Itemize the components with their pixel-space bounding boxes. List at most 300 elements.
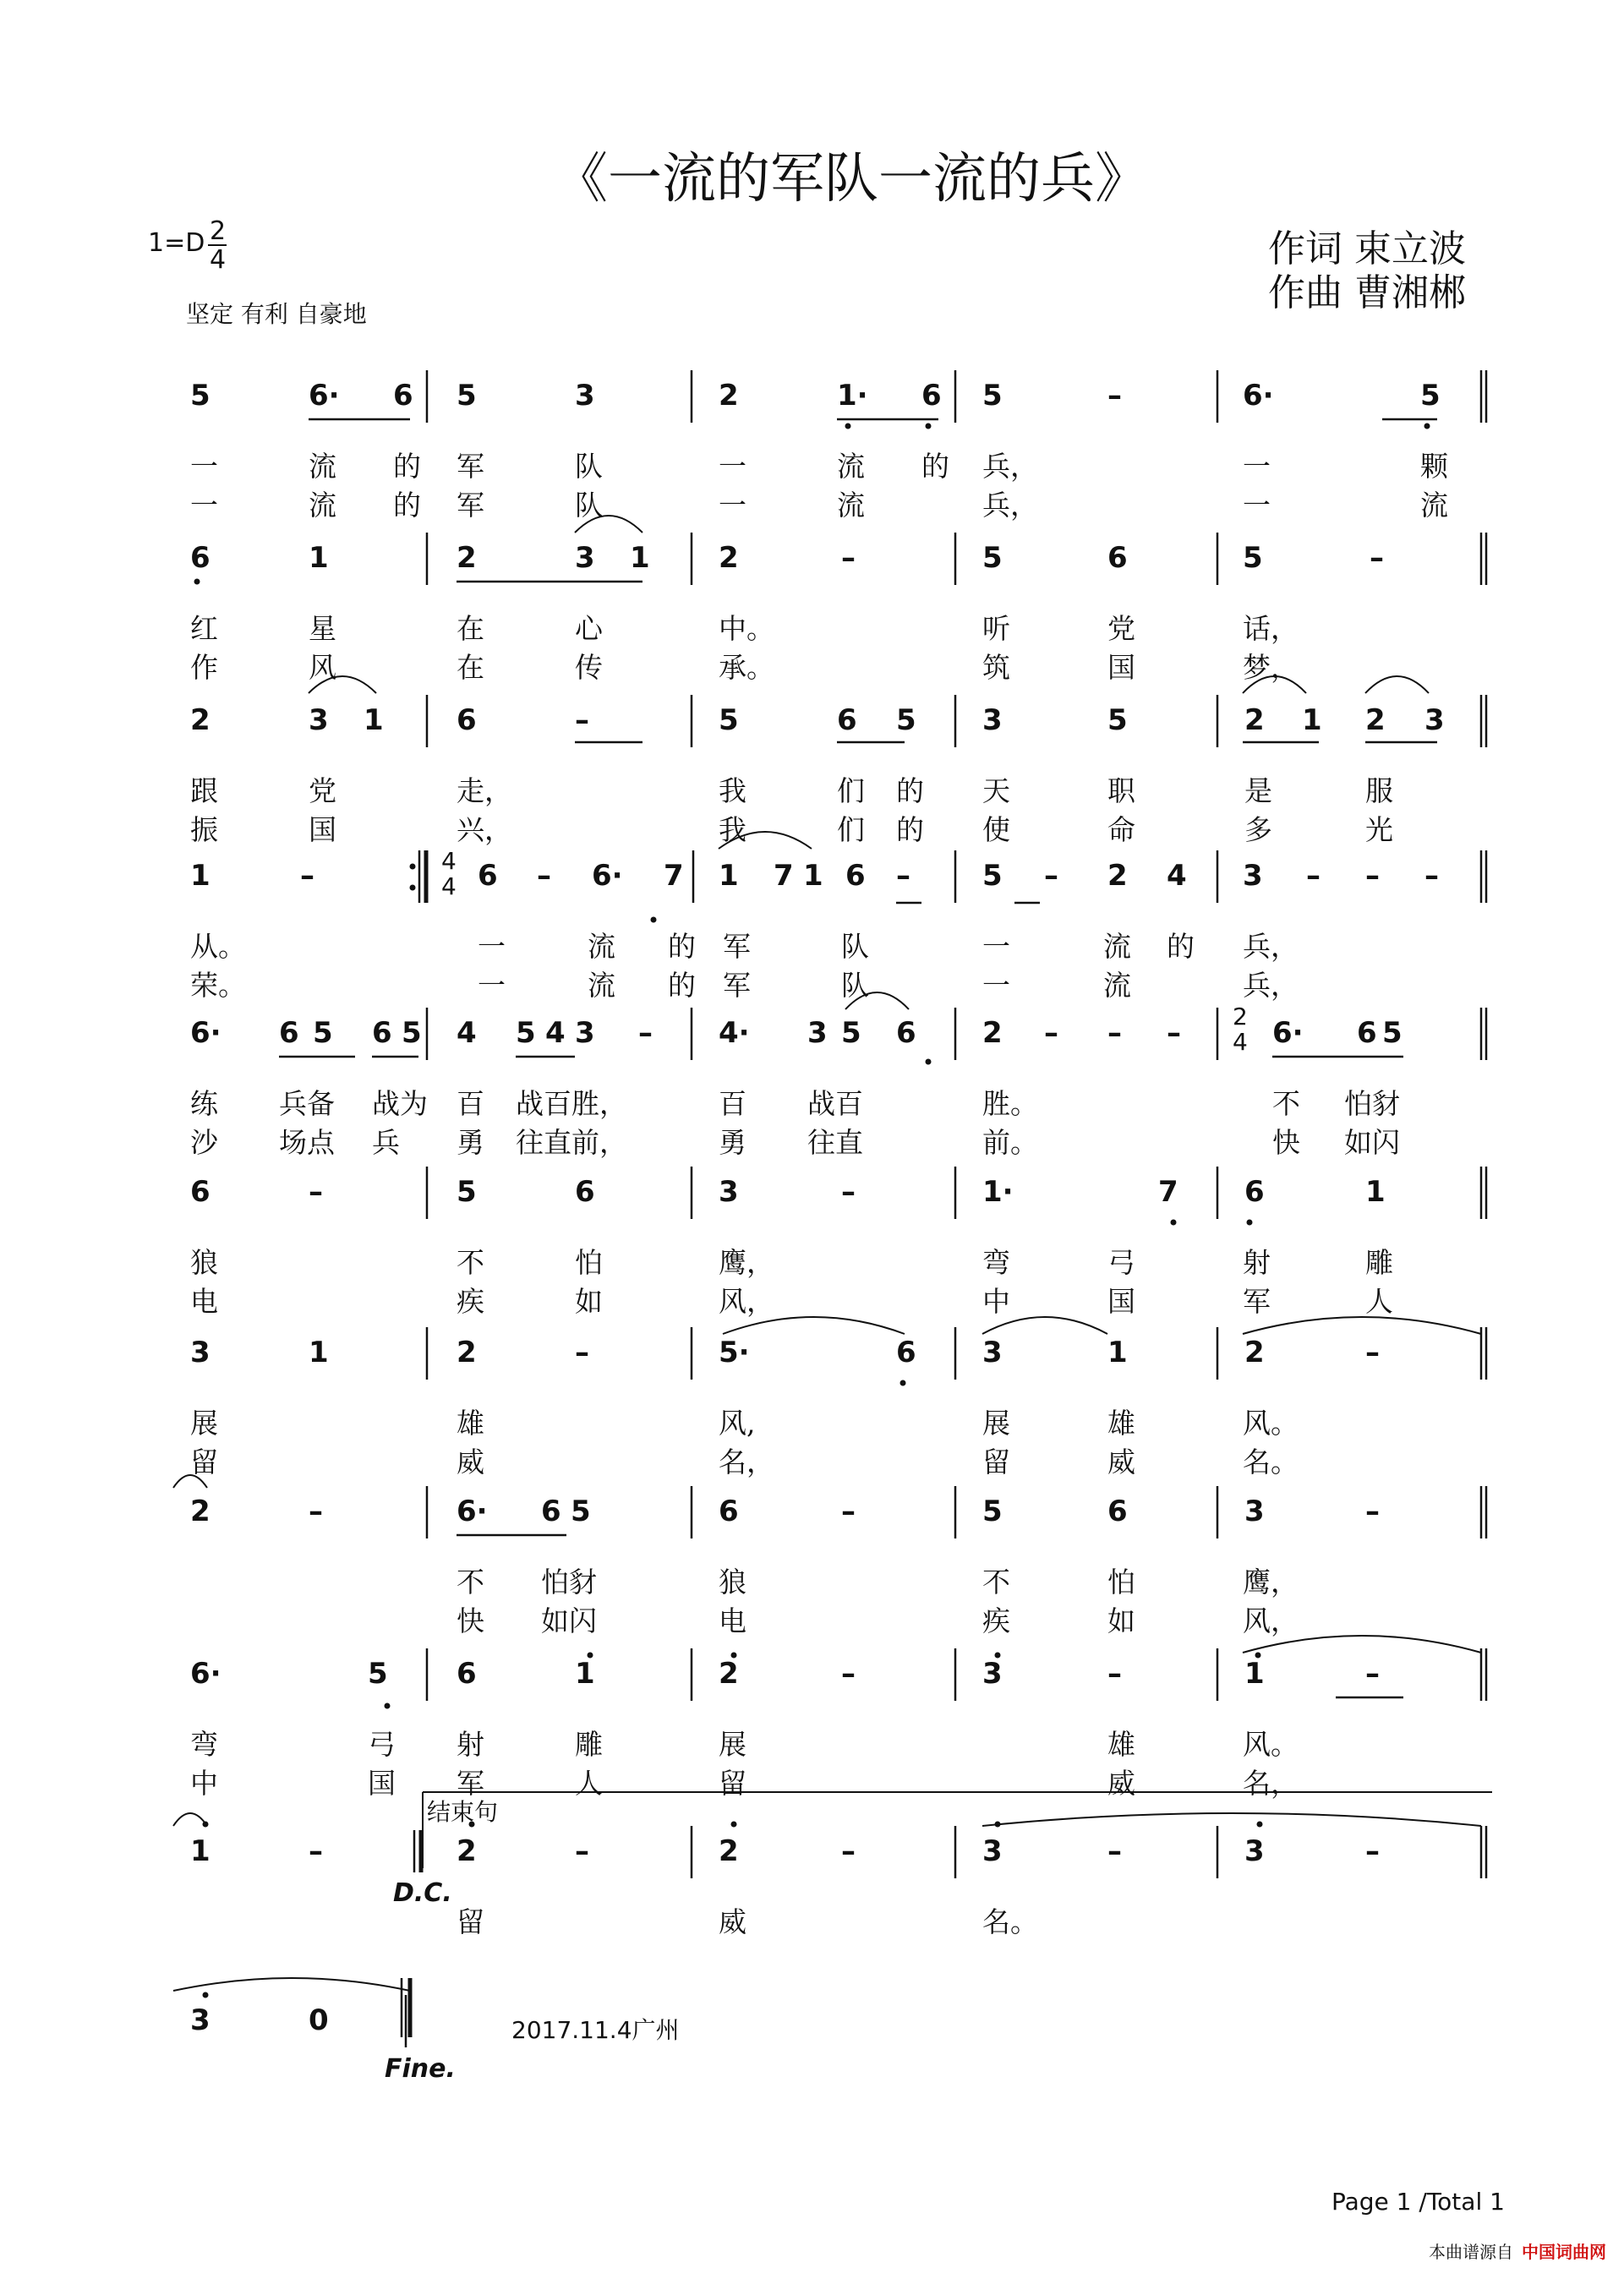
- lyric-syllable: 电: [719, 1604, 746, 1637]
- source-site-logo: 中国词曲网: [1522, 2242, 1606, 2262]
- note: 2: [719, 1834, 739, 1868]
- note: –: [841, 1175, 856, 1209]
- lyric-syllable: 梦，: [1243, 651, 1299, 684]
- note: 5: [1420, 379, 1441, 413]
- lyric-syllable: 留: [190, 1446, 218, 1478]
- lyric-syllable: 往直: [807, 1126, 863, 1159]
- lyric-syllable: 队: [841, 969, 869, 1002]
- lyric-syllable: 中: [190, 1767, 218, 1800]
- note: –: [309, 1834, 323, 1868]
- repeat-dot: [410, 864, 416, 870]
- note: 6: [478, 859, 498, 893]
- slur: [1365, 676, 1429, 693]
- lyric-syllable: 队: [575, 489, 603, 522]
- lyric-syllable: 红: [190, 612, 218, 645]
- lyric-syllable: 快: [1272, 1126, 1300, 1159]
- high-octave-dot: [1257, 1822, 1263, 1828]
- note: –: [638, 1016, 653, 1050]
- note: –: [1306, 859, 1321, 893]
- lyric-syllable: 多: [1244, 813, 1272, 846]
- lyric-syllable: 怕: [1107, 1566, 1135, 1599]
- note: 3: [1243, 859, 1263, 893]
- lyric-syllable: 们: [837, 813, 865, 846]
- note: 6: [372, 1016, 392, 1050]
- lyric-syllable: 风,: [719, 1407, 756, 1440]
- note: 6: [1107, 541, 1128, 575]
- note: 1: [575, 1657, 595, 1691]
- note: 1·: [837, 379, 868, 413]
- lyric-syllable: 队: [575, 450, 603, 483]
- note: 5: [457, 379, 477, 413]
- note: 3: [309, 703, 329, 737]
- lyric-syllable: 鹰，: [719, 1246, 774, 1279]
- lyric-syllable: 党: [309, 774, 336, 807]
- low-octave-dot: [1424, 424, 1430, 429]
- lyric-syllable: 威: [719, 1905, 746, 1938]
- lyric-syllable: 如: [1107, 1604, 1135, 1637]
- lyric-syllable: 人: [575, 1767, 603, 1800]
- note: 1: [1365, 1175, 1386, 1209]
- lyric-syllable: 话，: [1243, 612, 1299, 645]
- lyric-syllable: 的: [393, 450, 421, 483]
- note: 6: [1244, 1175, 1265, 1209]
- note: 2: [1107, 859, 1128, 893]
- lyric-syllable: 国: [1107, 1285, 1135, 1318]
- lyric-syllable: 留: [982, 1446, 1010, 1478]
- lyric-syllable: 服: [1365, 774, 1393, 807]
- note: 4: [1167, 859, 1187, 893]
- tie: [723, 1317, 905, 1334]
- note: 5: [1382, 1016, 1403, 1050]
- lyric-syllable: 电: [190, 1285, 218, 1318]
- lyric-syllable: 雕: [575, 1728, 603, 1761]
- low-octave-dot: [194, 579, 200, 585]
- note: 2: [1365, 703, 1386, 737]
- tie-continued: [173, 1978, 410, 1991]
- note: 1: [190, 1834, 211, 1868]
- high-octave-dot: [731, 1822, 737, 1828]
- note: 6·: [1243, 379, 1274, 413]
- lyric-syllable: 的: [668, 969, 696, 1002]
- lyric-syllable: 留: [719, 1767, 746, 1800]
- note: 3: [982, 1657, 1003, 1691]
- note: –: [1044, 1016, 1058, 1050]
- lyric-syllable: 们: [837, 774, 865, 807]
- note: 6: [393, 379, 413, 413]
- repeat-dot: [410, 885, 416, 891]
- lyric-syllable: 天: [982, 774, 1010, 807]
- note: 3: [1244, 1834, 1265, 1868]
- lyric-syllable: 军: [1243, 1285, 1271, 1318]
- lyric-syllable: 名，: [1243, 1767, 1299, 1800]
- note: 3: [982, 1336, 1003, 1369]
- lyric-syllable: 光: [1365, 813, 1393, 846]
- note: 3: [982, 1834, 1003, 1868]
- lyric-syllable: 百: [719, 1087, 746, 1120]
- key-signature: 1=D: [148, 228, 205, 258]
- lyric-syllable: 流: [837, 450, 865, 483]
- note: 1: [1244, 1657, 1265, 1691]
- lyric-syllable: 疾: [457, 1285, 484, 1318]
- note: 5: [1243, 541, 1263, 575]
- note: 5: [457, 1175, 477, 1209]
- lyric-syllable: 练: [190, 1087, 218, 1120]
- note: 6·: [592, 859, 623, 893]
- note: 5: [1107, 703, 1128, 737]
- lyric-syllable: 人: [1365, 1285, 1393, 1318]
- note: –: [575, 1336, 589, 1369]
- note: 6·: [190, 1016, 221, 1050]
- note: 6·: [309, 379, 340, 413]
- note: 2: [1244, 1336, 1265, 1369]
- note: 6: [190, 541, 211, 575]
- low-octave-dot: [1171, 1220, 1177, 1226]
- note: –: [537, 859, 551, 893]
- lyric-syllable: 威: [1107, 1767, 1135, 1800]
- lyric-syllable: 我: [719, 774, 746, 807]
- note: –: [841, 1657, 856, 1691]
- note: 3: [190, 2003, 211, 2037]
- lyric-syllable: 流: [588, 969, 615, 1002]
- lyric-syllable: 风。: [1243, 1728, 1299, 1761]
- lyric-syllable: 军: [457, 489, 484, 522]
- note: 3: [575, 541, 595, 575]
- lyric-syllable: 在: [457, 651, 484, 684]
- lyric-syllable: 命: [1107, 813, 1135, 846]
- lyric-syllable: 一: [478, 969, 506, 1002]
- note: 3: [1424, 703, 1445, 737]
- time-change-top: 2: [1233, 1003, 1248, 1030]
- lyric-syllable: 党: [1107, 612, 1135, 645]
- lyric-syllable: 名。: [982, 1905, 1038, 1938]
- note: 1: [190, 859, 211, 893]
- note: –: [1365, 1657, 1380, 1691]
- composer: 作曲 曹湘郴: [1268, 271, 1466, 314]
- low-octave-dot: [926, 424, 932, 429]
- lyric-syllable: 国: [368, 1767, 396, 1800]
- lyric-syllable: 一: [1243, 450, 1271, 483]
- high-octave-dot: [203, 1992, 209, 1998]
- note: 2: [457, 1336, 477, 1369]
- lyric-syllable: 兴，: [457, 813, 512, 846]
- lyric-syllable: 威: [457, 1446, 484, 1478]
- tempo-marking: 坚定 有利 自豪地: [186, 300, 367, 328]
- lyric-syllable: 的: [1167, 930, 1195, 963]
- time-signature-bottom: 4: [210, 245, 227, 275]
- lyric-syllable: 军: [723, 930, 751, 963]
- lyric-syllable: 名。: [1243, 1446, 1299, 1478]
- note: 1: [630, 541, 650, 575]
- page-info: Page 1 /Total 1: [1331, 2188, 1505, 2216]
- lyric-syllable: 一: [982, 969, 1010, 1002]
- dc-mark: D.C.: [393, 1878, 452, 1908]
- note: 2: [719, 379, 739, 413]
- note: 5: [190, 379, 211, 413]
- note: 1: [803, 859, 823, 893]
- note: 1·: [982, 1175, 1014, 1209]
- lyric-syllable: 不: [982, 1566, 1010, 1599]
- lyric-syllable: 射: [457, 1728, 484, 1761]
- note: 5: [982, 859, 1003, 893]
- lyric-syllable: 军: [723, 969, 751, 1002]
- lyric-syllable: 威: [1107, 1446, 1135, 1478]
- note: 2: [1244, 703, 1265, 737]
- note: 3: [575, 1016, 595, 1050]
- note: 5: [982, 379, 1003, 413]
- note: –: [1107, 1016, 1122, 1050]
- note: 5: [982, 541, 1003, 575]
- lyric-syllable: 一: [982, 930, 1010, 963]
- note: 2: [457, 541, 477, 575]
- lyric-syllable: 一: [190, 489, 218, 522]
- note: –: [841, 1495, 856, 1528]
- tie: [982, 1813, 1481, 1826]
- lyric-syllable: 雕: [1365, 1246, 1393, 1279]
- lyric-syllable: 一: [1243, 489, 1271, 522]
- note: 3: [190, 1336, 211, 1369]
- note: 7: [664, 859, 684, 893]
- date-place: 2017.11.4广州: [511, 2016, 680, 2044]
- lyric-syllable: 承。: [719, 651, 774, 684]
- lyricist: 作词 束立波: [1268, 227, 1466, 271]
- note: 6: [457, 703, 477, 737]
- lyric-syllable: 在: [457, 612, 484, 645]
- lyric-syllable: 怕豺: [1344, 1087, 1400, 1120]
- low-octave-dot: [651, 917, 657, 923]
- note: –: [309, 1175, 323, 1209]
- note: 4·: [719, 1016, 750, 1050]
- note: –: [841, 541, 856, 575]
- lyric-syllable: 筑: [982, 651, 1010, 684]
- note: 2: [719, 1657, 739, 1691]
- lyric-syllable: 的: [896, 774, 924, 807]
- note: –: [1107, 1657, 1122, 1691]
- time-change-bottom: 4: [1233, 1028, 1248, 1056]
- lyric-syllable: 使: [982, 813, 1010, 846]
- lyric-syllable: 鹰，: [1243, 1566, 1299, 1599]
- note: 1: [1107, 1336, 1128, 1369]
- note: –: [1365, 1336, 1380, 1369]
- note: 6: [921, 379, 942, 413]
- lyric-syllable: 雄: [1107, 1728, 1135, 1761]
- tie: [1243, 1317, 1481, 1334]
- lyric-syllable: 的: [668, 930, 696, 963]
- lyric-syllable: 心: [575, 612, 603, 645]
- lyric-syllable: 荣。: [190, 969, 246, 1002]
- lyric-syllable: 传: [575, 651, 603, 684]
- lyric-syllable: 如: [575, 1285, 603, 1318]
- note: 6·: [1272, 1016, 1304, 1050]
- lyric-syllable: 战百: [807, 1087, 863, 1120]
- note: –: [841, 1834, 856, 1868]
- note: 6: [541, 1495, 561, 1528]
- lyric-syllable: 场点: [279, 1126, 335, 1159]
- note: 5: [402, 1016, 422, 1050]
- note: –: [309, 1495, 323, 1528]
- lyric-syllable: 流: [309, 450, 336, 483]
- note: –: [1370, 541, 1384, 575]
- lyric-syllable: 兵: [372, 1126, 400, 1159]
- note: –: [896, 859, 910, 893]
- note: 6: [190, 1175, 211, 1209]
- lyric-syllable: 勇: [457, 1126, 484, 1159]
- lyric-syllable: 国: [1107, 651, 1135, 684]
- lyric-syllable: 弓: [1107, 1246, 1135, 1279]
- lyric-syllable: 如闪: [541, 1604, 597, 1637]
- lyric-syllable: 跟: [190, 774, 218, 807]
- lyric-syllable: 留: [457, 1905, 484, 1938]
- note: 2: [190, 703, 211, 737]
- lyric-syllable: 颗: [1420, 450, 1448, 483]
- note: 1: [719, 859, 739, 893]
- time-change-bottom: 4: [441, 872, 457, 900]
- lyric-syllable: 的: [393, 489, 421, 522]
- lyric-syllable: 往直前，: [516, 1126, 627, 1159]
- lyric-syllable: 一: [190, 450, 218, 483]
- note: 6: [279, 1016, 299, 1050]
- lyric-syllable: 风: [309, 651, 336, 684]
- lyric-syllable: 兵，: [982, 489, 1038, 522]
- note: 3: [719, 1175, 739, 1209]
- lyric-syllable: 星: [309, 612, 336, 645]
- lyric-syllable: 名，: [719, 1446, 774, 1478]
- lyric-syllable: 走，: [457, 774, 512, 807]
- note: 5: [368, 1657, 388, 1691]
- note: 6: [896, 1336, 916, 1369]
- lyric-syllable: 弯: [982, 1246, 1010, 1279]
- note: –: [1107, 379, 1122, 413]
- low-octave-dot: [926, 1059, 932, 1065]
- note: 7: [1158, 1175, 1178, 1209]
- note: 5·: [719, 1336, 750, 1369]
- note: 3: [1244, 1495, 1265, 1528]
- lyric-syllable: 狼: [719, 1566, 746, 1599]
- low-octave-dot: [385, 1703, 391, 1709]
- note: 2: [457, 1834, 477, 1868]
- lyric-syllable: 兵，: [982, 450, 1038, 483]
- note: 5: [516, 1016, 536, 1050]
- note: 6: [1357, 1016, 1377, 1050]
- lyric-syllable: 百: [457, 1087, 484, 1120]
- note: 6·: [190, 1657, 221, 1691]
- lyric-syllable: 风，: [1243, 1604, 1299, 1637]
- lyric-syllable: 战百胜，: [516, 1087, 627, 1120]
- lyric-syllable: 兵备: [279, 1087, 335, 1120]
- lyric-syllable: 我: [719, 813, 746, 846]
- fine-mark: Fine.: [385, 2054, 456, 2084]
- lyric-syllable: 职: [1107, 774, 1135, 807]
- note: 7: [774, 859, 794, 893]
- lyric-syllable: 不: [457, 1246, 484, 1279]
- lyric-syllable: 流: [1103, 930, 1131, 963]
- lyric-syllable: 弯: [190, 1728, 218, 1761]
- lyric-syllable: 兵，: [1243, 969, 1299, 1002]
- note: 6: [896, 1016, 916, 1050]
- note: 5: [571, 1495, 591, 1528]
- lyric-syllable: 从。: [190, 930, 246, 963]
- time-change-top: 4: [441, 847, 457, 875]
- lyric-syllable: 怕: [575, 1246, 603, 1279]
- lyric-syllable: 流: [1420, 489, 1448, 522]
- lyric-syllable: 勇: [719, 1126, 746, 1159]
- note: 5: [313, 1016, 333, 1050]
- note: 3: [807, 1016, 828, 1050]
- note: 1: [309, 541, 329, 575]
- note: 1: [309, 1336, 329, 1369]
- song-title: 《一流的军队一流的兵》: [554, 148, 1149, 210]
- lyric-syllable: 不: [1272, 1087, 1300, 1120]
- note: 3: [575, 379, 595, 413]
- lyric-syllable: 一: [719, 489, 746, 522]
- lyric-syllable: 军: [457, 450, 484, 483]
- lyric-syllable: 听: [982, 612, 1010, 645]
- lyric-syllable: 中。: [719, 612, 774, 645]
- lyric-syllable: 军: [457, 1767, 484, 1800]
- lyric-syllable: 展: [982, 1407, 1010, 1440]
- note: 1: [364, 703, 384, 737]
- lyric-syllable: 振: [190, 813, 218, 846]
- note: 2: [719, 541, 739, 575]
- note: 2: [190, 1495, 211, 1528]
- lyric-syllable: 雄: [457, 1407, 484, 1440]
- lyric-syllable: 快: [457, 1604, 484, 1637]
- lyric-syllable: 的: [896, 813, 924, 846]
- note: –: [1424, 859, 1439, 893]
- lyric-syllable: 一: [478, 930, 506, 963]
- note: 6: [1107, 1495, 1128, 1528]
- lyric-syllable: 队: [841, 930, 869, 963]
- note: 5: [982, 1495, 1003, 1528]
- note: 6·: [457, 1495, 488, 1528]
- lyric-syllable: 展: [190, 1407, 218, 1440]
- note: –: [1365, 859, 1380, 893]
- low-octave-dot: [1247, 1220, 1253, 1226]
- lyric-syllable: 胜。: [982, 1087, 1038, 1120]
- source-label: 本曲谱源自: [1429, 2242, 1513, 2262]
- note: 1: [1302, 703, 1322, 737]
- lyric-syllable: 是: [1244, 774, 1272, 807]
- note: –: [1365, 1495, 1380, 1528]
- low-octave-dot: [845, 424, 851, 429]
- note: 2: [982, 1016, 1003, 1050]
- note: 3: [982, 703, 1003, 737]
- note: 0: [309, 2003, 329, 2037]
- lyric-syllable: 疾: [982, 1604, 1010, 1637]
- lyric-syllable: 射: [1243, 1246, 1271, 1279]
- note: 5: [896, 703, 916, 737]
- lyric-syllable: 怕豺: [541, 1566, 597, 1599]
- lyric-syllable: 一: [719, 450, 746, 483]
- note: –: [1044, 859, 1058, 893]
- lyric-syllable: 风，: [719, 1285, 774, 1318]
- note: 6: [845, 859, 866, 893]
- note: –: [1167, 1016, 1181, 1050]
- note: –: [1107, 1834, 1122, 1868]
- lyric-syllable: 弓: [368, 1728, 396, 1761]
- lyric-syllable: 流: [1103, 969, 1131, 1002]
- lyric-syllable: 狼: [190, 1246, 218, 1279]
- lyric-syllable: 兵，: [1243, 930, 1299, 963]
- note: –: [1365, 1834, 1380, 1868]
- lyric-syllable: 流: [588, 930, 615, 963]
- note: 6: [575, 1175, 595, 1209]
- lyric-syllable: 中: [982, 1285, 1010, 1318]
- lyric-syllable: 国: [309, 813, 336, 846]
- lyric-syllable: 的: [921, 450, 949, 483]
- lyric-syllable: 战为: [372, 1087, 428, 1120]
- note: –: [300, 859, 314, 893]
- low-octave-dot: [900, 1380, 906, 1386]
